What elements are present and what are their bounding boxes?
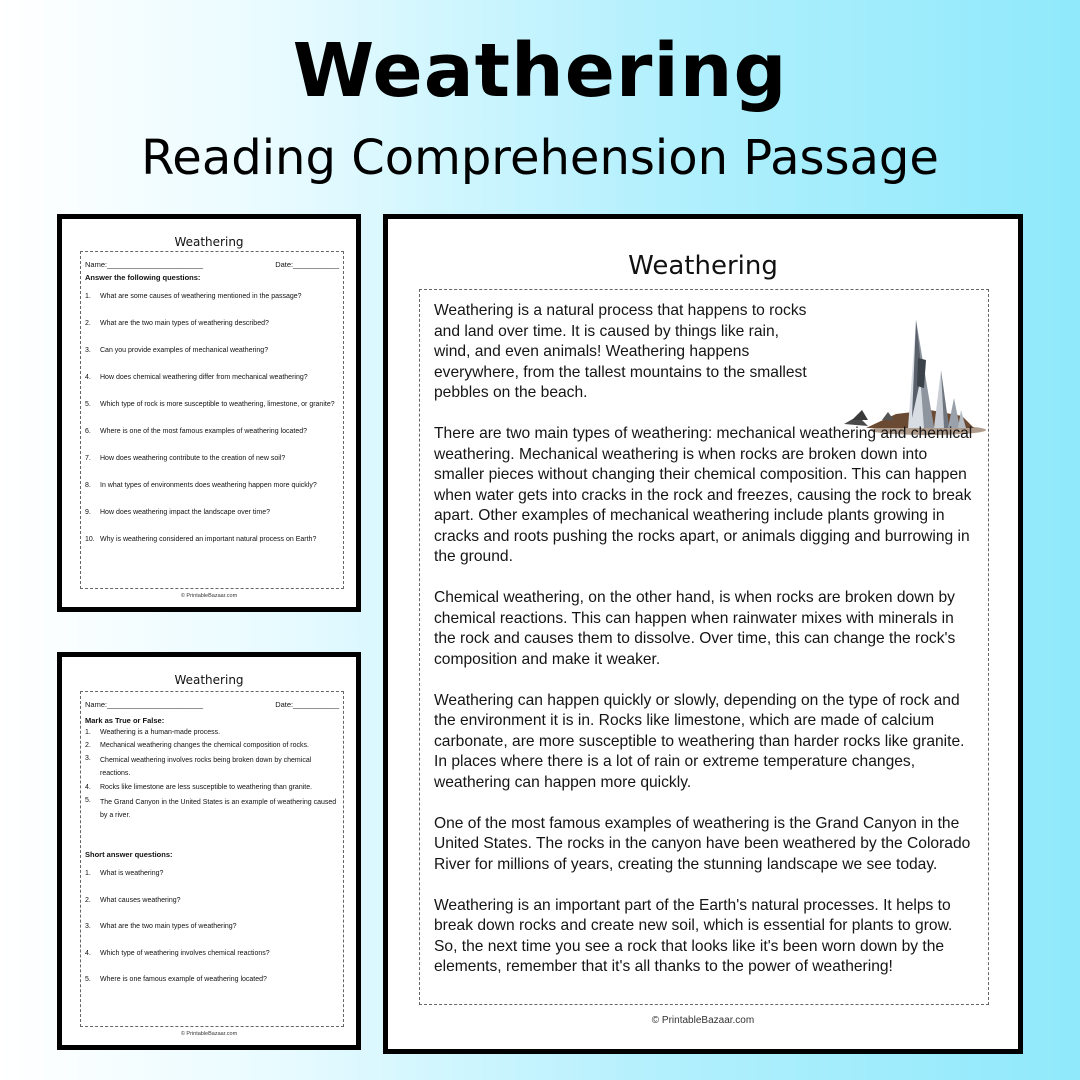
list-item bbox=[85, 725, 339, 738]
question-number: 8. bbox=[85, 482, 91, 489]
passage-paragraph: Weathering can happen quickly or slowly, depending on the type of rock and the environment it is in. Rocks like limestone, which are made of calcium carbonate, are more susceptible to weathering than harder rocks like granite. In places where there is a lot of rain or extreme temperature changes, weathering can happen more quickly. bbox=[434, 691, 965, 791]
list-item bbox=[85, 939, 339, 966]
list-item bbox=[85, 390, 339, 417]
item-number: 1. bbox=[85, 729, 91, 736]
instructions-heading: Answer the following questions: bbox=[85, 273, 201, 282]
hero-title: Weathering bbox=[292, 28, 788, 114]
list-item bbox=[85, 417, 339, 444]
hero-subtitle: Reading Comprehension Passage bbox=[141, 130, 939, 186]
question-text: How does weathering impact the landscape over time? bbox=[100, 509, 271, 516]
copyright-footer: © PrintableBazaar.com bbox=[180, 593, 238, 599]
passage-paragraph: Weathering is a natural process that happens to rocks and land over time. It is caused by things like rain, wind, and even animals! Weathering happens everywhere, from the tallest mountains to the smallest pebbles on the beach. bbox=[434, 302, 807, 401]
list-item bbox=[85, 780, 339, 793]
question-text: Can you provide examples of mechanical weathering? bbox=[100, 347, 269, 354]
passage-paragraph: Chemical weathering, on the other hand, is when rocks are broken down by chemical reactions. This can happen when rainwater mixes with minerals in the rock and causes them to dissolve. Over time, this can change the rock's composition and make it weaker. bbox=[434, 589, 956, 668]
question-text: What are the two main types of weathering described? bbox=[100, 320, 269, 327]
question-text: Where is one famous example of weathering located? bbox=[100, 976, 267, 983]
item-number: 2. bbox=[85, 742, 91, 749]
list-item bbox=[85, 738, 339, 751]
question-text: Where is one of the most famous examples of weathering located? bbox=[100, 428, 307, 435]
item-number: 4. bbox=[85, 784, 91, 791]
statement-text: Chemical weathering involves rocks being broken down by chemical reactions. bbox=[100, 757, 312, 777]
worksheet-questions-page bbox=[57, 214, 361, 612]
true-false-heading: Mark as True or False: bbox=[85, 716, 165, 725]
statement-text: The Grand Canyon in the United States is an example of weathering caused by a river. bbox=[100, 799, 337, 819]
list-item bbox=[85, 471, 339, 498]
passage-page bbox=[383, 214, 1023, 1054]
question-text: Which type of rock is more susceptible to weathering, limestone, or granite? bbox=[100, 401, 335, 408]
question-number: 1. bbox=[85, 870, 91, 877]
true-false-list bbox=[81, 725, 343, 822]
list-item bbox=[85, 444, 339, 471]
name-field-label: Name:_______________________ bbox=[85, 700, 204, 709]
question-text: In what types of environments does weathering happen more quickly? bbox=[100, 482, 317, 489]
name-date-row bbox=[81, 252, 343, 269]
worksheet-title: Weathering bbox=[174, 235, 244, 249]
worksheet-title: Weathering bbox=[174, 673, 244, 687]
question-text: What causes weathering? bbox=[100, 896, 181, 904]
copyright-footer: © PrintableBazaar.com bbox=[180, 1031, 238, 1037]
statement-text: Weathering is a human-made process. bbox=[100, 729, 221, 736]
question-number: 2. bbox=[85, 320, 91, 327]
list-item bbox=[85, 912, 339, 939]
list-item bbox=[85, 336, 339, 363]
passage-paragraph: Weathering is an important part of the Earth's natural processes. It helps to break down rocks and create new soil, which is essential for plants to grow. So, the next time you see a rock that looks like it's been worn down by the elements, remember that it's all thanks to the power of weathering! bbox=[434, 896, 953, 975]
question-number: 9. bbox=[85, 509, 91, 516]
list-item bbox=[85, 965, 339, 992]
list-item bbox=[85, 525, 339, 552]
question-number: 2. bbox=[85, 896, 91, 904]
question-list bbox=[81, 282, 343, 552]
list-item bbox=[85, 793, 339, 822]
statement-text: Mechanical weathering changes the chemical composition of rocks. bbox=[100, 742, 309, 749]
question-number: 3. bbox=[85, 347, 91, 354]
passage-title: Weathering bbox=[628, 251, 778, 281]
worksheet-content-box bbox=[80, 251, 344, 589]
copyright-footer: © PrintableBazaar.com bbox=[651, 1015, 755, 1026]
question-text: How does weathering contribute to the creation of new soil? bbox=[100, 455, 286, 462]
question-text: What is weathering? bbox=[100, 870, 164, 877]
question-number: 7. bbox=[85, 455, 91, 462]
list-item bbox=[85, 282, 339, 309]
list-item bbox=[85, 751, 339, 780]
question-text: What are the two main types of weathering? bbox=[100, 923, 237, 930]
item-number: 5. bbox=[85, 797, 91, 804]
question-number: 3. bbox=[85, 923, 91, 930]
passage-paragraph: One of the most famous examples of weathering is the Grand Canyon in the United States. The rocks in the canyon have been weathered by the Colorado River for millions of years, creating the stunning landscape we see today. bbox=[434, 814, 971, 873]
short-answer-heading: Short answer questions: bbox=[85, 850, 173, 859]
question-text: How does chemical weathering differ from mechanical weathering? bbox=[100, 374, 308, 381]
question-number: 6. bbox=[85, 428, 91, 435]
question-number: 10. bbox=[85, 536, 95, 543]
question-number: 4. bbox=[85, 374, 91, 381]
passage-paragraph: There are two main types of weathering: mechanical weathering and chemical weathering. Mechanical weathering is when rocks are broken down into smaller pieces without changing their chemical composition. This can happen when water gets into cracks in the rock and freezes, causing the rock to break apart. Other examples of mechanical weathering include plants growing in cracks and roots pushing the rocks apart, or animals digging and burrowing in the ground. bbox=[434, 425, 973, 565]
passage-body bbox=[434, 301, 978, 978]
question-text: What are some causes of weathering mentioned in the passage? bbox=[100, 293, 302, 300]
date-field-label: Date:___________ bbox=[275, 700, 339, 709]
question-number: 4. bbox=[85, 949, 91, 957]
question-text: Which type of weathering involves chemical reactions? bbox=[100, 949, 270, 957]
date-field-label: Date:___________ bbox=[275, 260, 339, 269]
statement-text: Rocks like limestone are less susceptible to weathering than granite. bbox=[100, 784, 313, 791]
worksheet-true-false-page bbox=[57, 652, 361, 1050]
list-item bbox=[85, 309, 339, 336]
list-item bbox=[85, 498, 339, 525]
question-number: 5. bbox=[85, 401, 91, 408]
passage-box bbox=[419, 289, 989, 1005]
item-number: 3. bbox=[85, 755, 91, 762]
list-item bbox=[85, 859, 339, 886]
name-field-label: Name:_______________________ bbox=[85, 260, 204, 269]
short-answer-list bbox=[81, 859, 343, 992]
worksheet-content-box bbox=[80, 691, 344, 1027]
name-date-row bbox=[81, 692, 343, 709]
question-number: 1. bbox=[85, 293, 91, 300]
question-number: 5. bbox=[85, 976, 91, 983]
list-item bbox=[85, 886, 339, 913]
question-text: Why is weathering considered an important natural process on Earth? bbox=[100, 536, 317, 543]
list-item bbox=[85, 363, 339, 390]
